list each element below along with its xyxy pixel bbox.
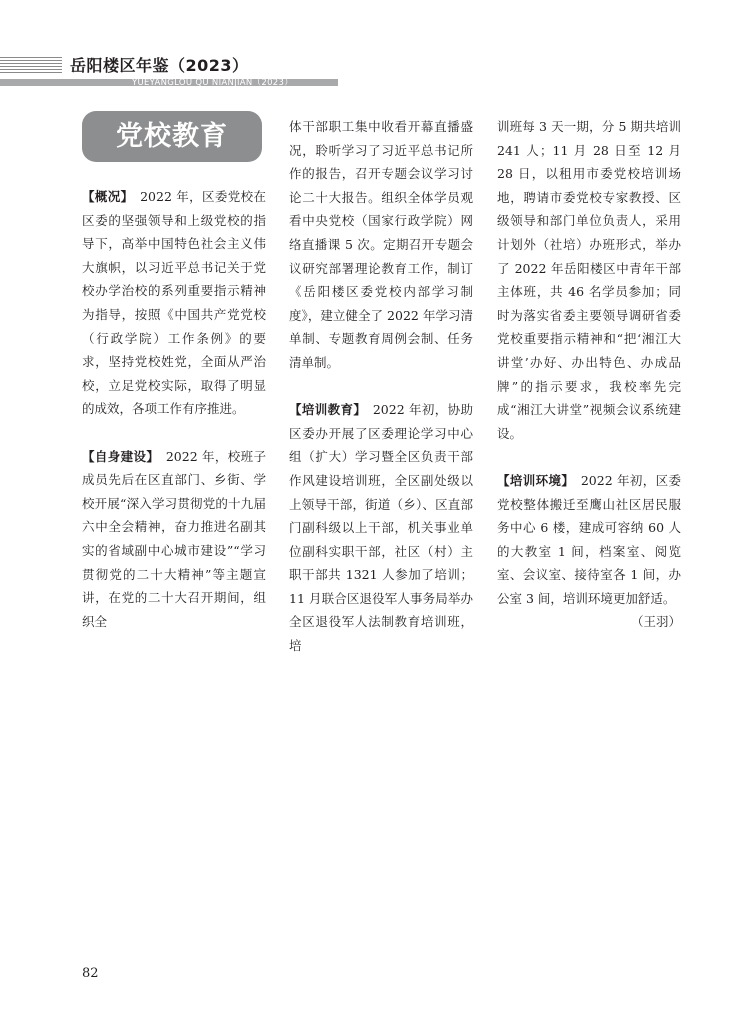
author-credit: （王羽）	[630, 614, 681, 630]
training-text-part-1: 2022 年初，协助区委办开展了区委理论学习中心组（扩大）学习暨全区负责干部作风建设培训班，全区副处级以上领导干部，街道（乡）、区直部门副科级以上干部，机关事业单位副科实职干部，社区（村）主职干部共 1321 人参加了培训；11 月联合区退役军人事务局举办全区退役军人法制教育培训班，培	[289, 402, 473, 654]
heading-overview: 【概况】	[82, 189, 128, 204]
self-building-text-part-2: 体干部职工集中收看开幕直播盛况，聆听学习了习近平总书记所作的报告，召开专题会议学习讨论二十大报告。组织全体学员观看中央党校（国家行政学院）网络直播课 5 次。定期召开专题会议研究部署理论教育工作，制订《岳阳楼区委党校内部学习制度》，建立健全了 2022 年学习清单制、专题教育周例会制、任务清单制。	[289, 119, 473, 370]
paragraph-training	[289, 398, 473, 658]
heading-self-building: 【自身建设】	[82, 448, 153, 464]
header-decorative-lines	[0, 57, 62, 75]
paragraph-self-building-continued	[289, 115, 473, 375]
environment-text: 2022 年初，区委党校整体搬迁至鹰山社区居民服务中心 6 楼，建成可容纳 60 人的大教室 1 间，档案室、阅览室、会议室、接待室各 1 间，办公室 3 间，培训环境更加舒适。	[497, 472, 681, 606]
paragraph-training-continued	[497, 115, 681, 445]
self-building-text-part-1: 2022 年，校班子成员先后在区直部门、乡街、学校开展“深入学习贯彻党的十九届六中全会精神，奋力推进名副其实的省域副中心城市建设”“学习贯彻党的二十大精神”等主题宣讲，在党的二十大召开期间，组织全	[82, 448, 266, 629]
page-number: 82	[82, 966, 99, 981]
overview-text: 2022 年，区委党校在区委的坚强领导和上级党校的指导下，高举中国特色社会主义伟大旗帜，以习近平总书记关于党校办学治校的系列重要指示精神为指导，按照《中国共产党党校（行政学院）工作条例》的要求，坚持党校姓党，全面从严治校，立足党校实际，取得了明显的成效，各项工作有序推进。	[82, 189, 266, 417]
text-column-3	[497, 115, 681, 634]
section-title: 党校教育	[82, 111, 262, 162]
paragraph-self-building	[82, 445, 266, 634]
paragraph-environment	[497, 469, 681, 611]
paragraph-overview	[82, 185, 266, 421]
running-header-title: 岳阳楼区年鉴（2023）	[70, 56, 249, 75]
text-column-1	[82, 185, 266, 657]
heading-training: 【培训教育】	[289, 402, 360, 418]
text-column-2	[289, 115, 473, 681]
training-text-part-2: 训班每 3 天一期，分 5 期共培训 241 人；11 月 28 日至 12 月 28 日，以租用市委党校培训场地，聘请市委党校专家教授、区级领导和部门单位负责人，采用计划外（社培）办班形式，举办了 2022 年岳阳楼区中青年干部主体班，共 46 名学员参加；同时为落实省委主要领导调研省委党校重要指示精神和“把‘湘江大讲堂’办好、办出特色、办成品牌”的指示要求，我校率先完成“湘江大讲堂”视频会议系统建设。	[497, 119, 681, 441]
heading-environment: 【培训环境】	[497, 472, 568, 488]
running-header-subtitle: YUEYANGLOU QU NIANJIAN（2023）	[132, 78, 293, 88]
